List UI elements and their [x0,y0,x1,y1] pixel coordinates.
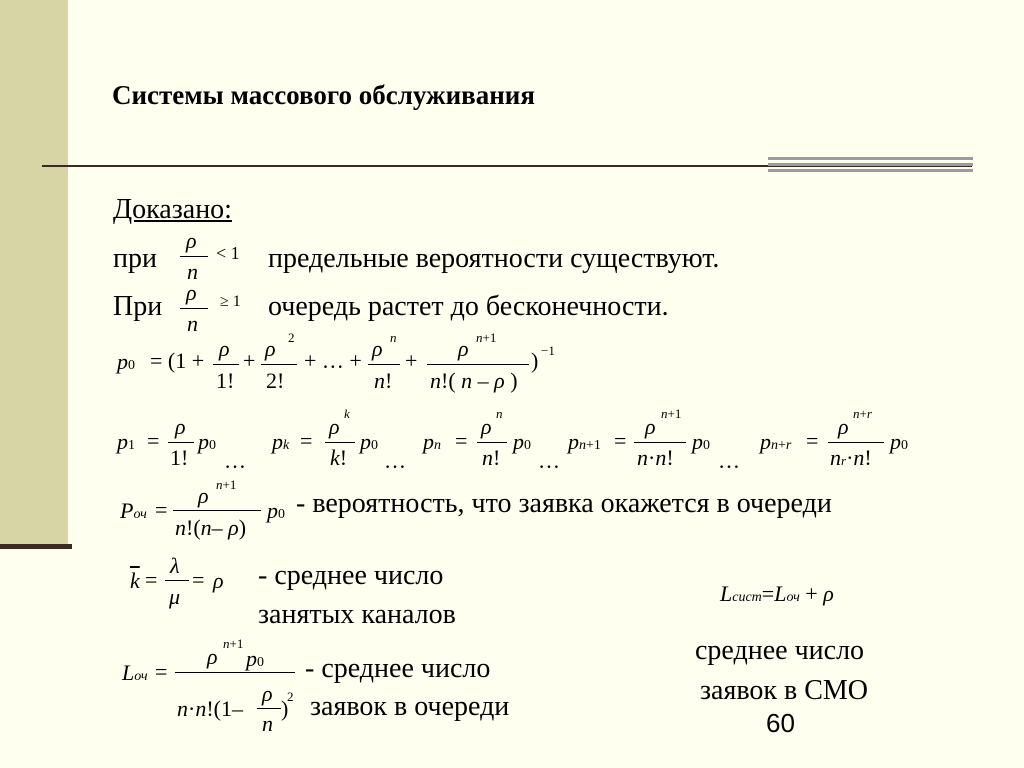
avg-busy-line1: - среднее число [258,560,444,591]
cond1-fraction-line [180,256,208,257]
avg-busy-line2: занятых каналов [258,599,456,630]
queue-grows-text: очередь растет до бесконечности. [268,291,669,322]
cond2-n: n [187,311,198,336]
avg-system-line1: среднее число [695,635,865,666]
sidebar-band [0,0,68,548]
proven-label: Доказано: [113,194,232,225]
prob-queue-text: - вероятность, что заявка окажется в очереди [296,488,832,519]
avg-system-line2: заявок в СМО [700,675,869,706]
cond2-relation: ≥ 1 [220,293,241,310]
when-lower-label: при [113,243,157,274]
when-upper-label: При [113,291,163,322]
sidebar-edge-line [0,544,72,549]
avg-queue-line1: - среднее число [305,653,491,684]
limit-exist-text: предельные вероятности существуют. [268,243,720,274]
cond2-rho: ρ [186,280,197,305]
accent-bars [768,157,973,179]
cond1-n: n [187,259,198,284]
page-number: 60 [766,708,795,738]
slide-title: Системы массового обслуживания [112,80,535,110]
cond2-fraction-line [180,308,208,309]
cond1-rho: ρ [186,228,197,253]
cond1-relation: < 1 [216,243,240,263]
avg-queue-line2: заявок в очереди [310,691,510,722]
